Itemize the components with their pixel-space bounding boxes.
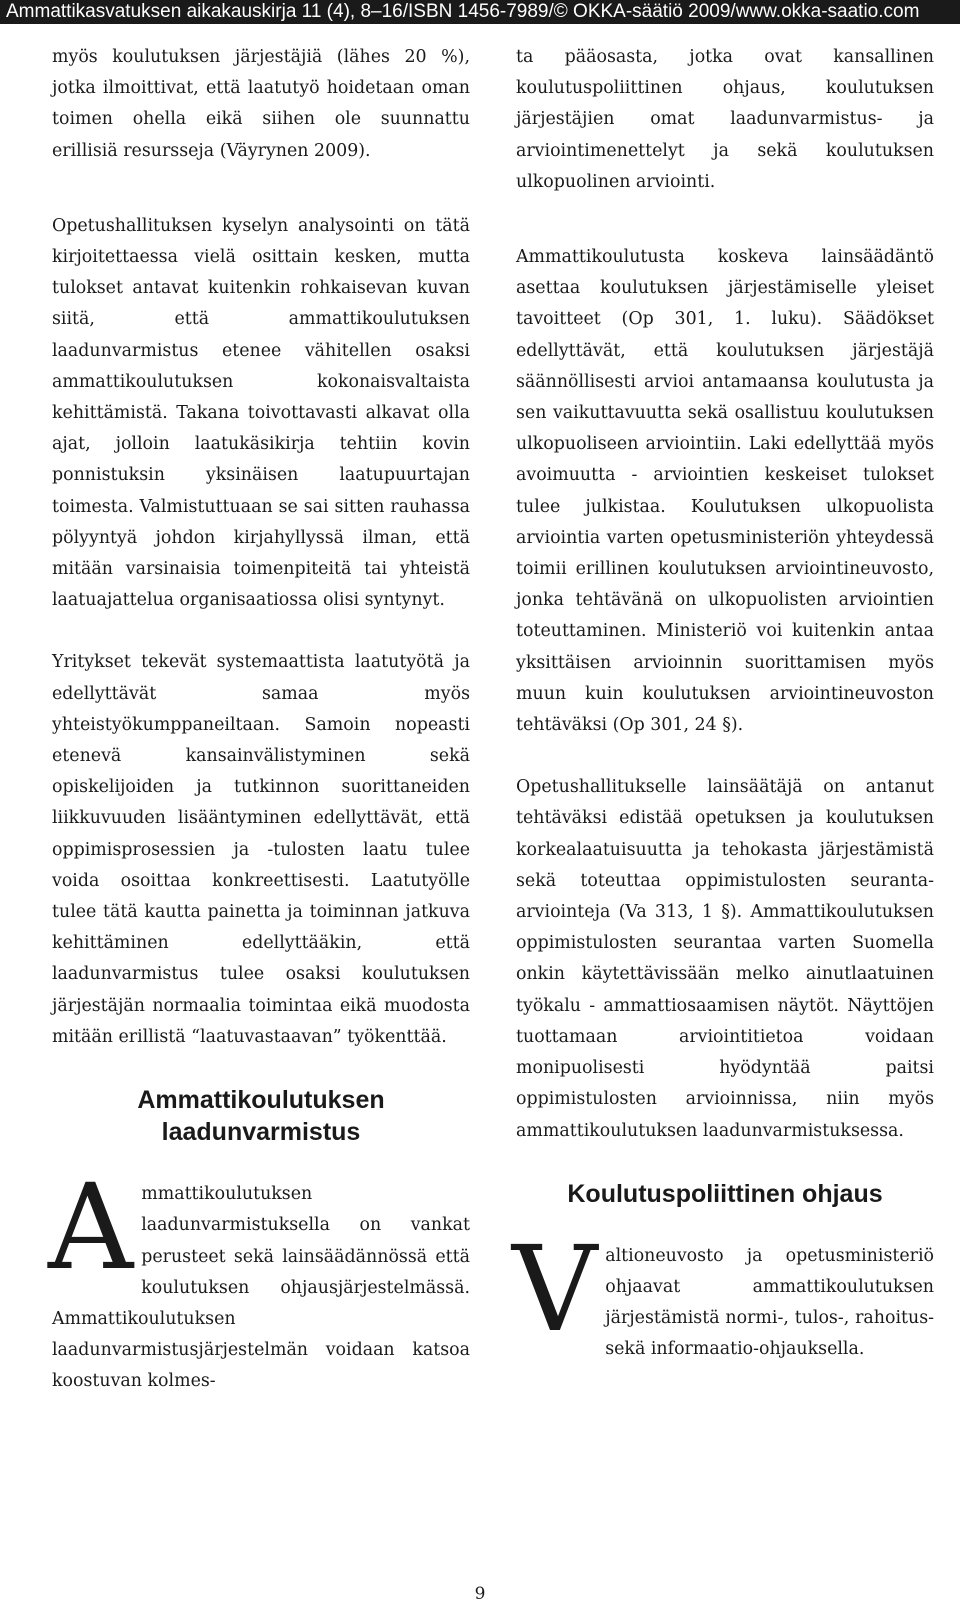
- journal-header: Ammattikasvatuksen aikakauskirja 11 (4), 8–16/ISBN 1456-7989/© OKKA-säätiö 2009/www.okka-saatio.com: [0, 0, 960, 24]
- drop-cap: V: [512, 1219, 598, 1358]
- paragraph: Ammattikoulutusta koskeva lainsäädäntö asettaa koulutuksen järjestämiselle yleiset tavoitteet (Op 301, 1. luku). Säädökset edellyttävät, että koulutuksen järjestäjä säännöllisesti arvioi antamaansa koulutusta ja sen vaikuttavuutta sekä osallistuu koulutuksen ulkopuoliseen arviointiin. Laki edellyttää myös avoimuutta - arviointien keskeiset tulokset tulee julkistaa. Koulutuksen ulkopuolista arviointia varten opetusministeriön yhteydessä toimii erillinen koulutuksen arviointineuvosto, jonka tehtävänä on ulkopuolisten arviointien toteuttaminen. Ministeriö voi kuitenkin antaa yksittäisen arvioinnin suorittamisen myös muun kuin koulutuksen arviointineuvoston tehtäväksi (Op 301, 24 §).: [516, 247, 934, 736]
- paragraph: Opetushallituksen kyselyn analysointi on tätä kirjoitettaessa vielä osittain kesken, mutta tulokset antavat kuitenkin rohkaisevan kuvan siitä, että ammattikoulutuksen laadunvarmistus etenee vähitellen osaksi ammattikoulutuksen kokonaisvaltaista kehittämistä. Takana toivottavasti alkavat olla ajat, jolloin laatukäsikirja tehtiin kovin ponnistuksin yksinäisen laatupuurtajan toimesta. Valmistuttuaan se sai sitten rauhassa pölyyntyä johdon kirjahyllyssä ilman, että mitään varsinaisia toimenpiteitä tai yhteistä laatuajattelua organisaatiossa olisi syntynyt.: [52, 215, 470, 611]
- section-heading-laadunvarmistus: Ammattikoulutuksen laadunvarmistus: [137, 1086, 385, 1147]
- section-heading-koulutuspoliittinen-ohjaus: Koulutuspoliittinen ohjaus: [567, 1179, 883, 1208]
- left-column: [48, 42, 470, 1398]
- paragraph: Yritykset tekevät systemaattista laatutyötä ja edellyttävät samaa myös yhteistyökumppaneiltaan. Samoin nopeasti etenevä kansainvälistyminen sekä opiskelijoiden ja tutkinnon suorittaneiden liikkuvuuden lisääntyminen edellyttävät, että oppimisprosessien ja -tulosten laatu tulee voida osoittaa konkreettisesti. Laatutyölle tulee tätä kautta painetta ja toiminnan jatkuva kehittäminen edellyttääkin, että laadunvarmistus tulee osaksi koulutuksen järjestäjän normaalia toimintaa eikä muodosta mitään erillistä “laatuvastaavan” työkenttää.: [52, 652, 470, 1047]
- paragraph-text: altioneuvosto ja opetusministeriö ohjaavat ammattikoulutuksen järjestämistä normi-, tulos-, rahoitus- sekä informaatio-ohjauksella.: [605, 1245, 934, 1360]
- paragraph: Opetushallitukselle lainsäätäjä on antanut tehtäväksi edistää opetuksen ja koulutuksen korkealaatuisuutta ja tehokasta järjestämistä sekä toteuttaa oppimistulosten seuranta-arviointeja (Va 313, 1 §). Ammattikoulutuksen oppimistulosten seurantaa varten Suomella onkin käytettävissään melko ainutlaatuinen työkalu - ammattiosaamisen näytöt. Näyttöjen tuottamaan arviointitietoa voidaan monipuolisesti hyödyntää paitsi oppimistulosten arvioinnissa, niin myös ammattikoulutuksen laadunvarmistuksessa.: [516, 777, 934, 1141]
- paragraph-with-dropcap: [48, 1158, 470, 1397]
- page-number: 9: [474, 1584, 486, 1604]
- drop-cap: A: [48, 1158, 134, 1297]
- paragraph-with-dropcap: [512, 1219, 934, 1366]
- paragraph: ta pääosasta, jotka ovat kansallinen koulutuspoliittinen ohjaus, koulutuksen järjestäjien omat laadunvarmistus- ja arviointimenettelyt ja sekä koulutuksen ulkopuolinen arviointi.: [516, 47, 934, 192]
- right-column: [512, 42, 934, 1366]
- paragraph-text: mmattikoulutuksen laadunvarmistuksella on vankat perusteet sekä lainsäädännössä että koulutuksen ohjausjärjestelmässä. Ammattikoulutuksen laadunvarmistusjärjestelmän voidaan katsoa koostuvan kolmes-: [52, 1184, 470, 1392]
- paragraph: myös koulutuksen järjestäjiä (lähes 20 %), jotka ilmoittivat, että laatutyö hoidetaan oman toimen ohella eikä siihen ole suunnattu erillisiä resursseja (Väyrynen 2009).: [52, 47, 470, 161]
